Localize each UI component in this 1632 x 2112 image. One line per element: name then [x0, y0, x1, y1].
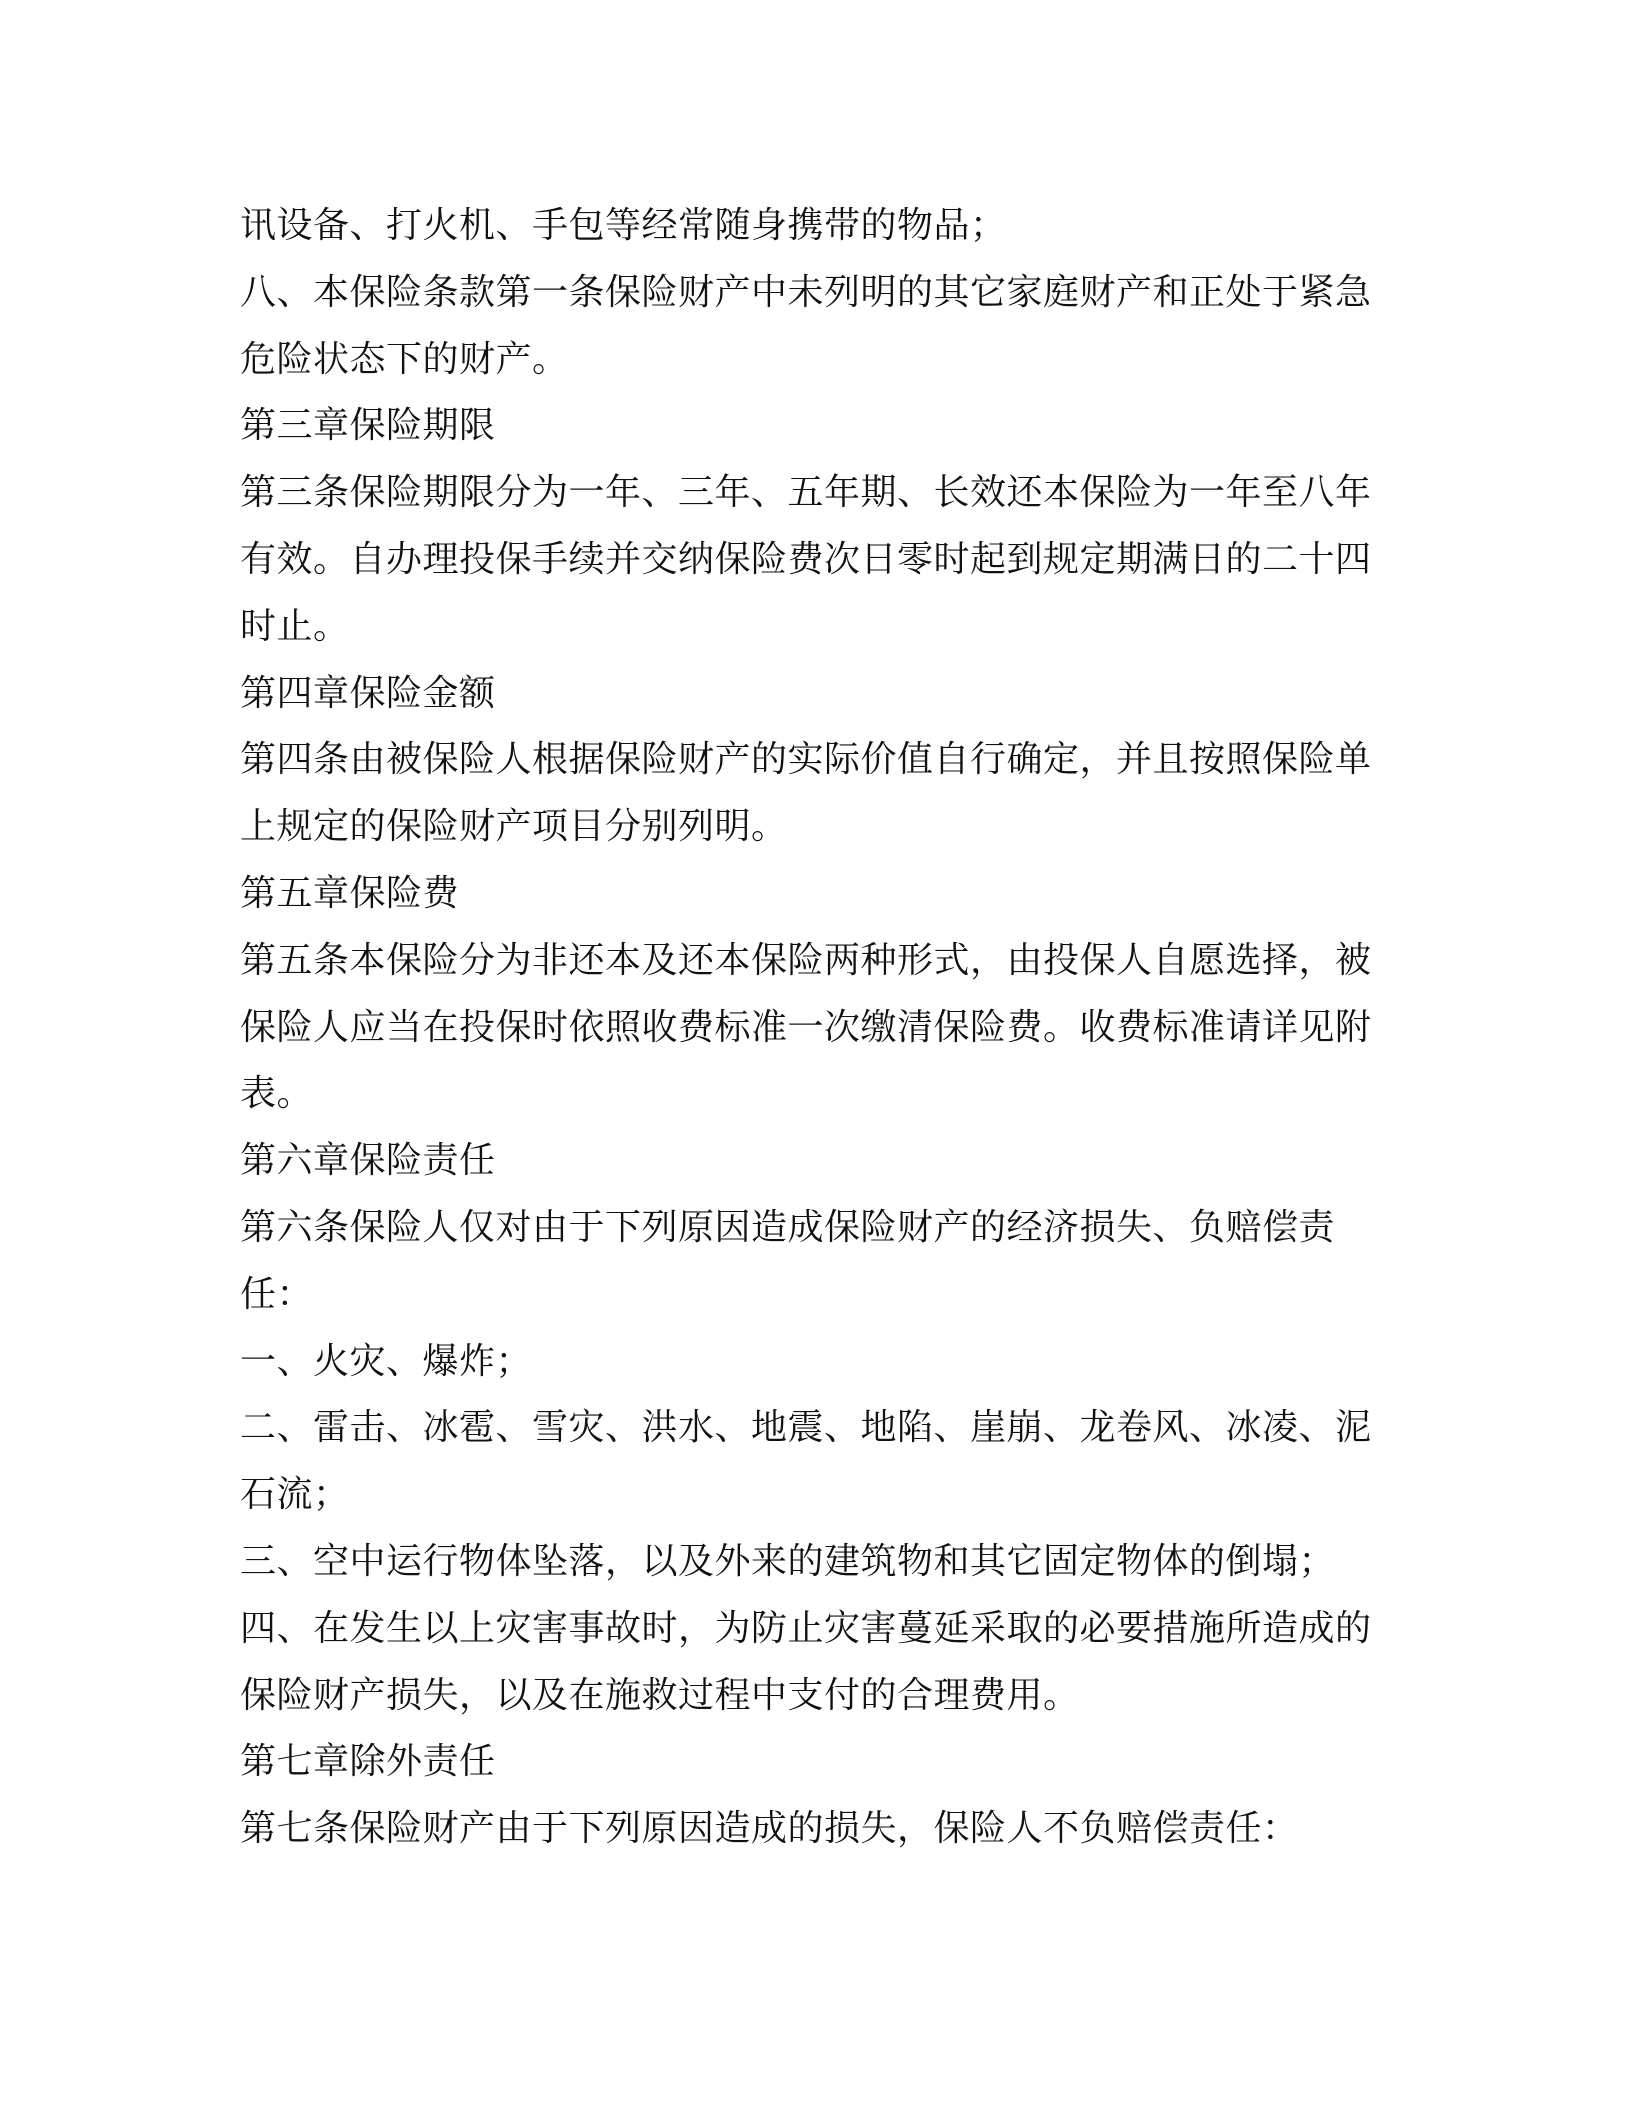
text-line: 时止。: [240, 605, 350, 647]
text-line: 任：: [240, 1273, 314, 1315]
text-line: 有效。自办理投保手续并交纳保险费次日零时起到规定期满日的二十四: [240, 538, 1372, 580]
text-line: 第七条保险财产由于下列原因造成的损失，保险人不负赔偿责任：: [240, 1808, 1299, 1850]
text-line: 石流；: [240, 1474, 350, 1516]
text-line: 上规定的保险财产项目分别列明。: [240, 806, 788, 848]
text-line: 保险人应当在投保时依照收费标准一次缴清保险费。收费标准请详见附: [240, 1006, 1372, 1048]
list-item: 三、空中运行物体坠落，以及外来的建筑物和其它固定物体的倒塌；: [240, 1540, 1336, 1582]
chapter-heading: 第三章保险期限: [240, 405, 496, 447]
chapter-heading: 第六章保险责任: [240, 1140, 496, 1182]
text-line: 危险状态下的财产。: [240, 338, 569, 380]
text-line: 第六条保险人仅对由于下列原因造成保险财产的经济损失、负赔偿责: [240, 1206, 1336, 1248]
list-item: 四、在发生以上灾害事故时，为防止灾害蔓延采取的必要措施所造成的: [240, 1607, 1372, 1649]
chapter-heading: 第七章除外责任: [240, 1741, 496, 1783]
text-line: 第五条本保险分为非还本及还本保险两种形式，由投保人自愿选择，被: [240, 939, 1372, 981]
text-line: 八、本保险条款第一条保险财产中未列明的其它家庭财产和正处于紧急: [240, 271, 1372, 313]
chapter-heading: 第四章保险金额: [240, 672, 496, 714]
text-line: 讯设备、打火机、手包等经常随身携带的物品；: [240, 205, 1007, 246]
list-item: 二、雷击、冰雹、雪灾、洪水、地震、地陷、崖崩、龙卷风、冰凌、泥: [240, 1407, 1372, 1449]
text-line: 保险财产损失，以及在施救过程中支付的合理费用。: [240, 1674, 1080, 1716]
text-line: 第四条由被保险人根据保险财产的实际价值自行确定，并且按照保险单: [240, 739, 1372, 781]
list-item: 一、火灾、爆炸；: [240, 1340, 533, 1382]
text-line: 表。: [240, 1073, 314, 1115]
chapter-heading: 第五章保险费: [240, 872, 460, 914]
text-line: 第三条保险期限分为一年、三年、五年期、长效还本保险为一年至八年: [240, 472, 1372, 514]
document-page: [240, 193, 1400, 1863]
